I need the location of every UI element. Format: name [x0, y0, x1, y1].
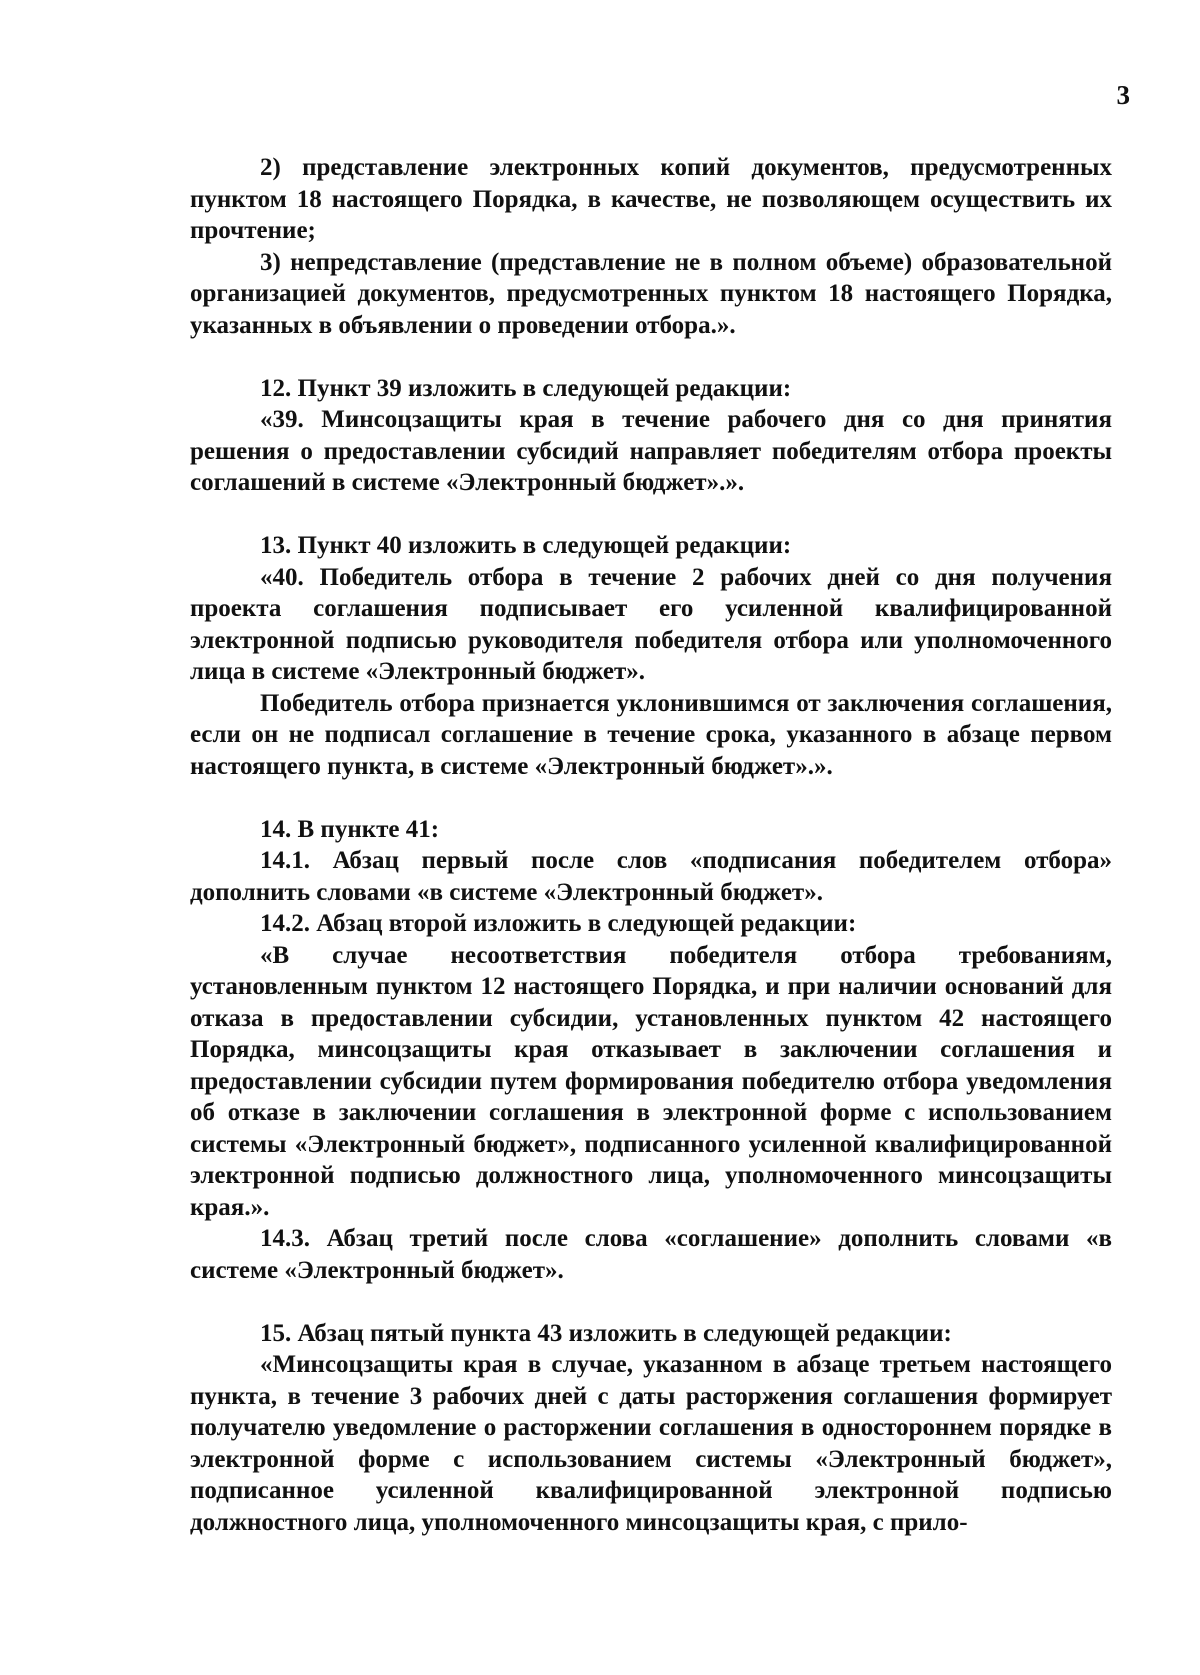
section-heading: 14. В пункте 41:	[260, 815, 440, 843]
paragraph: «39. Минсоцзащиты края в течение рабочего дня со дня принятия решения о предоставлении субсидий направляет победителям отбора проекты соглашений в системе «Электронный бюджет».».	[190, 406, 1112, 496]
paragraph: 14.3. Абзац третий после слова «соглашение» дополнить словами «в системе «Электронный бюджет».	[190, 1225, 1112, 1284]
section-heading: 15. Абзац пятый пункта 43 изложить в следующей редакции:	[260, 1319, 952, 1347]
page-number: 3	[1116, 80, 1130, 110]
paragraph: «В случае несоответствия победителя отбора требованиям, установленным пунктом 12 настоящего Порядка, и при наличии оснований для отказа в предоставлении субсидии, установленных пунктом 42 настоящего Порядка, минсоцзащиты края отказывает в заключении соглашения и предоставлении субсидии путем формирования победителю отбора уведомления об отказе в заключении соглашения в электронной форме с использованием системы «Электронный бюджет», подписанного усиленной квалифицированной электронной подписью должностного лица, уполномоченного минсоцзащиты края.».	[190, 941, 1112, 1221]
document-body	[190, 152, 1112, 1538]
paragraph: «40. Победитель отбора в течение 2 рабочих дней со дня получения проекта соглашения подписывает его усиленной квалифицированной электронной подписью руководителя победителя отбора или уполномоченного лица в системе «Электронный бюджет».	[190, 563, 1112, 685]
section-gap	[190, 499, 1112, 531]
paragraph: Победитель отбора признается уклонившимся от заключения соглашения, если он не подписал соглашение в течение срока, указанного в абзаце первом настоящего пункта, в системе «Электронный бюджет».».	[190, 689, 1112, 780]
section-gap	[190, 341, 1112, 373]
section-gap	[190, 1286, 1112, 1318]
section-heading: 12. Пункт 39 изложить в следующей редакции:	[260, 374, 792, 402]
section-gap	[190, 782, 1112, 814]
paragraph: 2) представление электронных копий документов, предусмотренных пунктом 18 настоящего Порядка, в качестве, не позволяющем осуществить их прочтение;	[190, 154, 1112, 244]
paragraph: 3) непредставление (представление не в полном объеме) образовательной организацией документов, предусмотренных пунктом 18 настоящего Порядка, указанных в объявлении о проведении отбора.».	[190, 248, 1112, 339]
paragraph: 14.1. Абзац первый после слов «подписания победителем отбора» дополнить словами «в системе «Электронный бюджет».	[190, 847, 1112, 906]
paragraph: «Минсоцзащиты края в случае, указанном в абзаце третьем настоящего пункта, в течение 3 рабочих дней с даты расторжения соглашения формирует получателю уведомление о расторжении соглашения в одностороннем порядке в электронной форме с использованием системы «Электронный бюджет», подписанное усиленной квалифицированной электронной подписью должностного лица, уполномоченного минсоцзащиты края, с прило-	[190, 1351, 1112, 1536]
section-heading: 13. Пункт 40 изложить в следующей редакции:	[260, 532, 792, 559]
paragraph: 14.2. Абзац второй изложить в следующей редакции:	[260, 910, 857, 937]
